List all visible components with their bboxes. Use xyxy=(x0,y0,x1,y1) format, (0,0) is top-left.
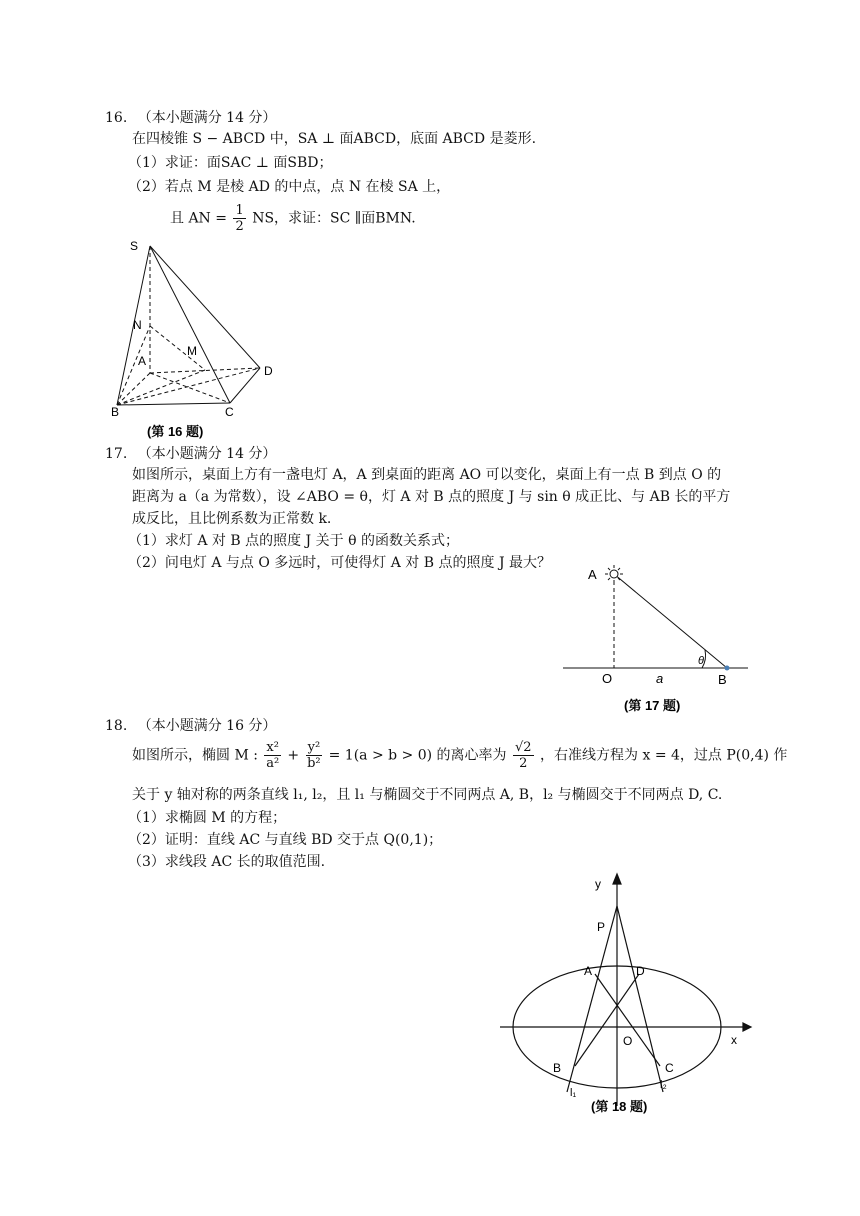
q18-line1-pre: 如图所示，椭圆 M : xyxy=(132,747,258,764)
q18-line2: 关于 y 轴对称的两条直线 l₁, l₂，且 l₁ 与椭圆交于不同两点 A, B，l₂ 与椭圆交于不同两点 D, C. xyxy=(132,787,723,803)
q18-label-c: C xyxy=(665,1061,674,1075)
q18-frac-x-den: a² xyxy=(266,756,280,771)
q16-part2: （2）若点 M 是棱 AD 的中点，点 N 在棱 SA 上， xyxy=(128,179,451,195)
q16-part1: （1）求证：面SAC ⊥ 面SBD； xyxy=(128,155,333,171)
q16-label-d: D xyxy=(264,364,273,378)
q16-label-m: M xyxy=(187,344,197,358)
q18-part2: （2）证明：直线 AC 与直线 BD 交于点 Q(0,1)； xyxy=(128,832,443,848)
q17-point-b-dot xyxy=(725,666,730,671)
q18-frac-x xyxy=(264,740,281,771)
q16-label-s: S xyxy=(130,239,139,253)
q17-caption: (第 17 题) xyxy=(624,698,681,713)
q17-line3: 成反比，且比例系数为正常数 k. xyxy=(132,511,332,527)
q18-label-l1: l₁ xyxy=(570,1087,577,1099)
q18-part3: （3）求线段 AC 长的取值范围. xyxy=(128,854,326,870)
q16-label-a: A xyxy=(138,354,147,368)
q16-header xyxy=(105,108,276,128)
q18-label-l2: l₂ xyxy=(660,1079,667,1091)
q16-frac-den: 2 xyxy=(235,219,244,234)
q18-label-o: O xyxy=(623,1034,633,1048)
q16-frac-num: 1 xyxy=(235,203,244,218)
q17-number: 17. xyxy=(105,446,128,462)
q17-label-o: O xyxy=(602,671,613,686)
q17-points: （本小题满分 14 分） xyxy=(137,446,277,462)
q17-label-a-length: a xyxy=(656,671,664,686)
q16-label-c: C xyxy=(225,405,234,419)
q17-line1: 如图所示，桌面上方有一盏电灯 A，A 到桌面的距离 AO 可以变化，桌面上有一点 B 到点 O 的 xyxy=(132,467,722,483)
q18-label-x: x xyxy=(731,1033,737,1047)
q16-cond-post: NS，求证：SC ∥面BMN. xyxy=(252,210,416,227)
q17-header xyxy=(105,444,276,464)
q17-part2: （2）问电灯 A 与点 O 多远时，可使得灯 A 对 B 点的照度 J 最大？ xyxy=(128,555,552,571)
q16-label-n: N xyxy=(133,318,142,332)
q18-ellipse-figure xyxy=(495,870,755,1120)
q17-label-b: B xyxy=(718,672,727,687)
q17-line2: 距离为 a（a 为常数），设 ∠ABO = θ，灯 A 对 B 点的照度 J 与 sin θ 成正比、与 AB 长的平方 xyxy=(132,489,731,505)
q18-caption: (第 18 题) xyxy=(591,1099,648,1114)
q18-line1 xyxy=(132,740,787,771)
q17-label-a: A xyxy=(588,567,597,582)
q18-part1: （1）求椭圆 M 的方程； xyxy=(128,810,287,826)
q18-plus: + xyxy=(287,747,300,764)
q18-header xyxy=(105,716,276,736)
q16-fraction xyxy=(233,203,245,234)
q16-part2-condition xyxy=(170,203,416,234)
q16-stem: 在四棱锥 S − ABCD 中，SA ⊥ 面ABCD，底面 ABCD 是菱形. xyxy=(132,131,537,147)
q18-frac-y xyxy=(306,740,323,771)
q17-part1: （1）求灯 A 对 B 点的照度 J 关于 θ 的函数关系式； xyxy=(128,533,459,549)
q16-caption: (第 16 题) xyxy=(147,424,204,439)
q18-frac-ecc-num: √2 xyxy=(515,740,532,755)
q18-label-p: P xyxy=(597,920,606,934)
q16-points: （本小题满分 14 分） xyxy=(137,110,277,126)
q16-label-b: B xyxy=(111,405,120,419)
q17-lamp-icon xyxy=(605,565,623,583)
q16-number: 16. xyxy=(105,110,128,126)
q18-frac-y-num: y² xyxy=(307,740,321,755)
q18-frac-y-den: b² xyxy=(307,756,321,771)
q17-lamp-figure xyxy=(560,560,760,720)
q17-label-theta: θ xyxy=(698,655,704,667)
q18-label-b: B xyxy=(553,1061,562,1075)
q18-frac-ecc-den: 2 xyxy=(519,756,528,771)
q18-label-a: A xyxy=(584,964,593,978)
q18-number: 18. xyxy=(105,718,128,734)
q18-label-y: y xyxy=(595,877,601,891)
q18-line1-post: ，右准线方程为 x = 4，过点 P(0,4) 作 xyxy=(540,747,788,764)
q18-label-d: D xyxy=(636,964,645,978)
q18-line1-mid: = 1(a > b > 0) 的离心率为 xyxy=(328,747,507,764)
q18-frac-x-num: x² xyxy=(266,740,279,755)
q18-frac-ecc xyxy=(513,740,534,771)
q16-cond-pre: 且 AN = xyxy=(170,210,227,227)
q16-pyramid-figure xyxy=(105,238,305,443)
q18-points: （本小题满分 16 分） xyxy=(137,718,277,734)
